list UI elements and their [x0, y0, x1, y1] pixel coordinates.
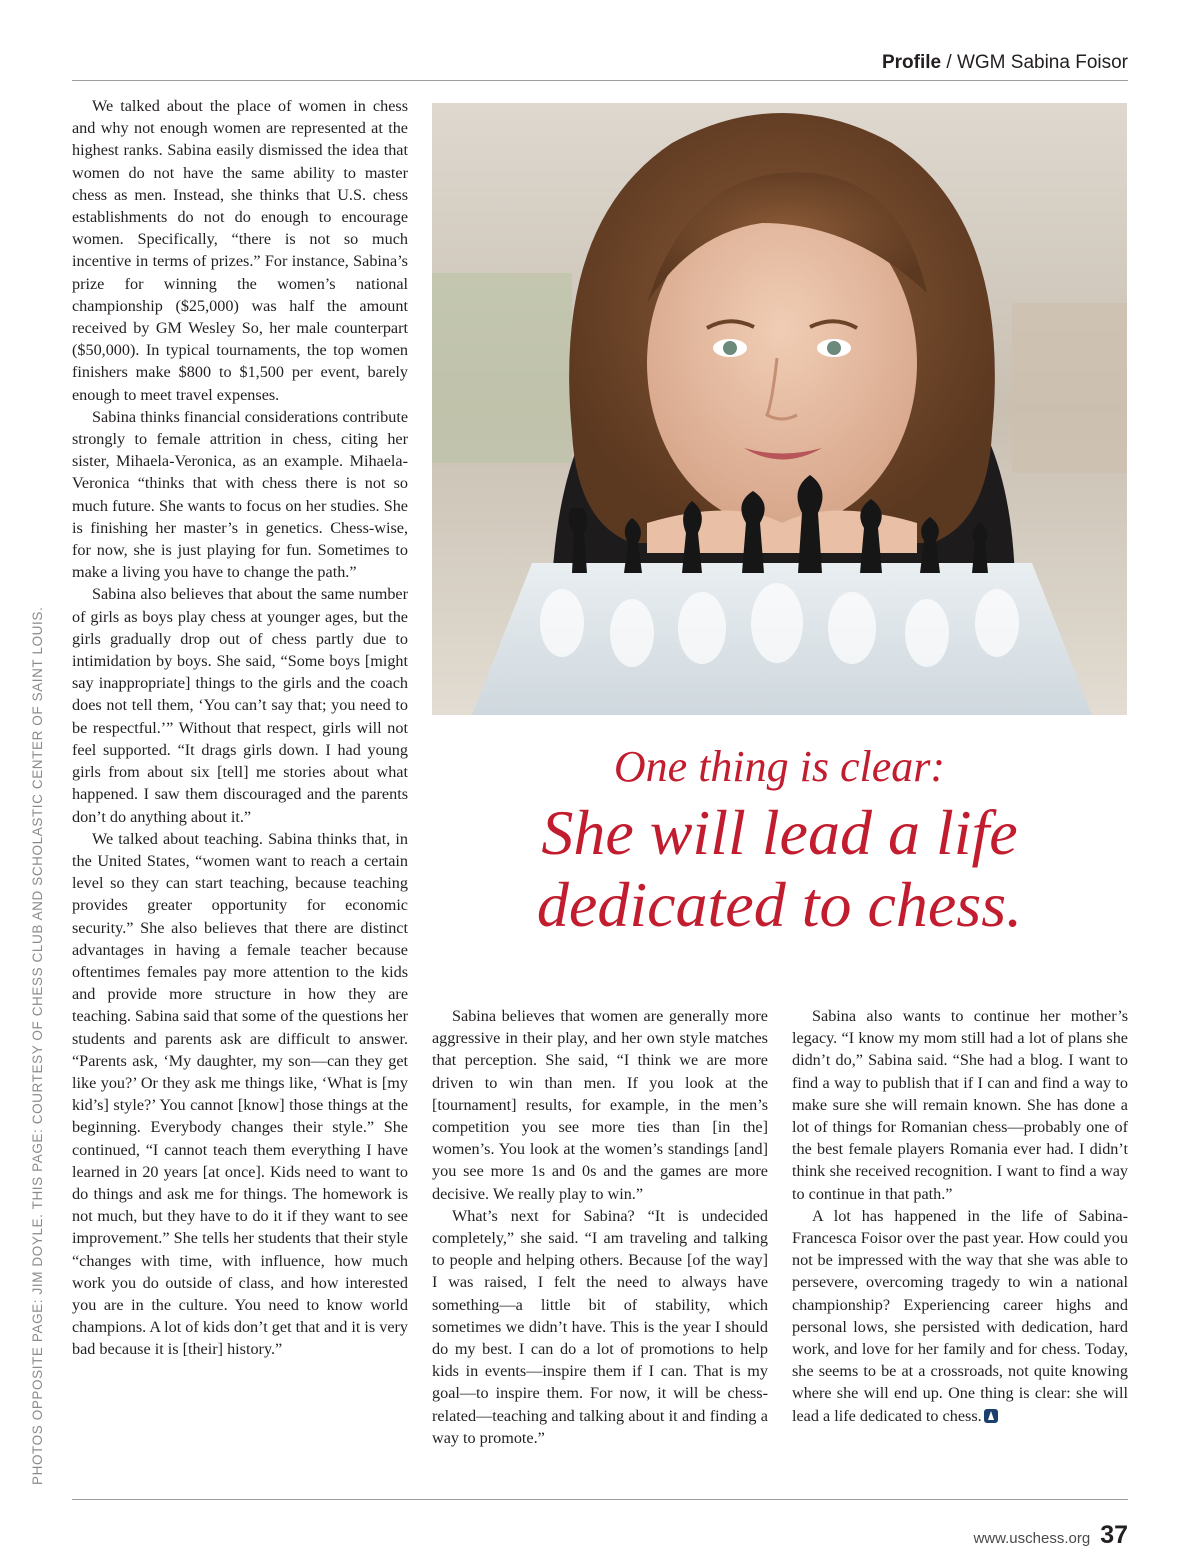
header-subject: WGM Sabina Foisor [956, 52, 1128, 73]
paragraph: Sabina also wants to continue her mother’s legacy. “I know my mom still had a lot of plans she didn’t do,” Sabina said. “She had a blog. I want to find a way to publish that if I can and find a way to make sure she will remain known. She has done a lot of things for Romanian chess—probably one of the best female players Romania ever had. I didn’t think she received recognition. I want to find a way to continue in that path.” [792, 1007, 1128, 1203]
page-footer [973, 1521, 1128, 1550]
paragraph: What’s next for Sabina? “It is undecided completely,” she said. “I am traveling and talking to people and helping others. Because [of the way] I was raised, I felt the need to always have something—a little bit of stability, which sometimes we didn’t have. This is the year I should do my best. I can do a lot of promotions to help kids in events—inspire them if I can. That is my goal—to inspire them. For now, it will be chess-related—teaching and talking about it and finding a way to promote.” [432, 1206, 768, 1447]
uschess-end-mark-icon [984, 1409, 998, 1423]
footer-url: www.uschess.org [973, 1530, 1091, 1547]
page-number: 37 [1100, 1521, 1128, 1549]
pull-quote-line-1: She will lead a life [541, 797, 1018, 868]
header-section: Profile [881, 52, 942, 73]
paragraph: Sabina believes that women are generally more aggressive in their play, and her own style matches that perception. She said, “I think we are more driven to win than men. If you look at the [tournament] results, for example, in the men’s competition you see more ties than [in the] women’s. You look at the women’s standings [and] you see more 1s and 0s and the games are more decisive. We really play to win.” [432, 1007, 768, 1203]
running-header [882, 52, 1128, 74]
header-separator: / [941, 52, 957, 73]
paragraph: We talked about the place of women in chess and why not enough women are represented at the highest ranks. Sabina easily dismissed the idea that women do not have the same ability to master chess as men. Instead, she thinks that U.S. chess establishments do not do enough to encourage women. Specifically, “there is not so much incentive in terms of prizes.” For instance, Sabina’s prize for winning the women’s national championship ($25,000) was half the amount received by GM Wesley So, her male counterpart ($50,000). In typical tournaments, the top women finishers make $800 to $1,500 per event, barely enough to meet travel expenses. [72, 97, 408, 404]
photo-illustration [432, 103, 1127, 715]
paragraph [792, 1205, 1128, 1427]
paragraph: We talked about teaching. Sabina thinks that, in the United States, “women want to reach a certain level so they can start teaching, because teaching provides greater opportunity for economic security.” She also believes that there are distinct advantages in having a female teacher because oftentimes females pay more attention to the kids and provide more structure in how they are teaching. Sabina said that some of the questions her students and parents ask are difficult to answer. “Parents ask, ‘My daughter, my son—can they get like you?’ Or they ask me things like, ‘What is [my kid’s] style?’ You cannot [know] those things at the beginning. Everybody changes their style.” She continued, “I cannot teach them everything I have learned in 20 years [at once]. Kids need to want to do things and ask me for things. The homework is not much, but they have to do it if they want to see improvement.” She tells her students that their style “changes with time, with influence, how much work you do outside of class, and how interested you are in the culture. You need to know world champions. A lot of kids don’t get that and it is very bad because it is [their] history.” [72, 829, 409, 1359]
final-paragraph-text: A lot has happened in the life of Sabina-Francesca Foisor over the past year. How could you not be impressed with the way that she was able to persevere, overcoming tragedy to win a national championship? Experiencing career highs and personal lows, she persisted with dedication, hard work, and love for her family and for chess. Today, she seems to be at a crossroads, not quite knowing where she will end up. One thing is clear: she will lead a life dedicated to chess. [792, 1206, 1128, 1425]
photo-credit: PHOTOS OPPOSITE PAGE: JIM DOYLE. THIS PAGE: COURTESY OF CHESS CLUB AND SCHOLASTIC CENTER OF SAINT LOUIS. [30, 606, 45, 1485]
header-rule [72, 80, 1128, 81]
article-column-1 [72, 95, 408, 1361]
paragraph: Sabina also believes that about the same number of girls as boys play chess at younger ages, but the girls gradually drop out of chess partly due to intimidation by boys. She said, “Some boys [might say inappropriate] things to the girls and the coach does not tell them, ‘You can’t say that; you need to be respectful.’” Without that respect, girls will not feel supported. “It drags girls down. I had young girls from about six [tell] me stories about what happened. I saw them discouraged and the parents don’t do anything about it.” [72, 585, 408, 826]
article-column-2 [432, 1005, 768, 1449]
portrait-photo [432, 103, 1127, 715]
pull-quote-line-2: dedicated to chess. [536, 869, 1023, 940]
paragraph: Sabina thinks financial considerations contribute strongly to female attrition in chess, citing her sister, Mihaela-Veronica, as an example. Mihaela-Veronica “thinks that with chess there is not so much future. She wants to focus on her studies. She is finishing her master’s in genetics. Chess-wise, for now, she is just playing for fun. Sometimes to make a living you have to change the path.” [72, 407, 408, 582]
pull-quote-lead: One thing is clear: [613, 742, 946, 791]
footer-rule [72, 1499, 1128, 1500]
article-column-3 [792, 1005, 1128, 1427]
pull-quote [432, 740, 1127, 938]
